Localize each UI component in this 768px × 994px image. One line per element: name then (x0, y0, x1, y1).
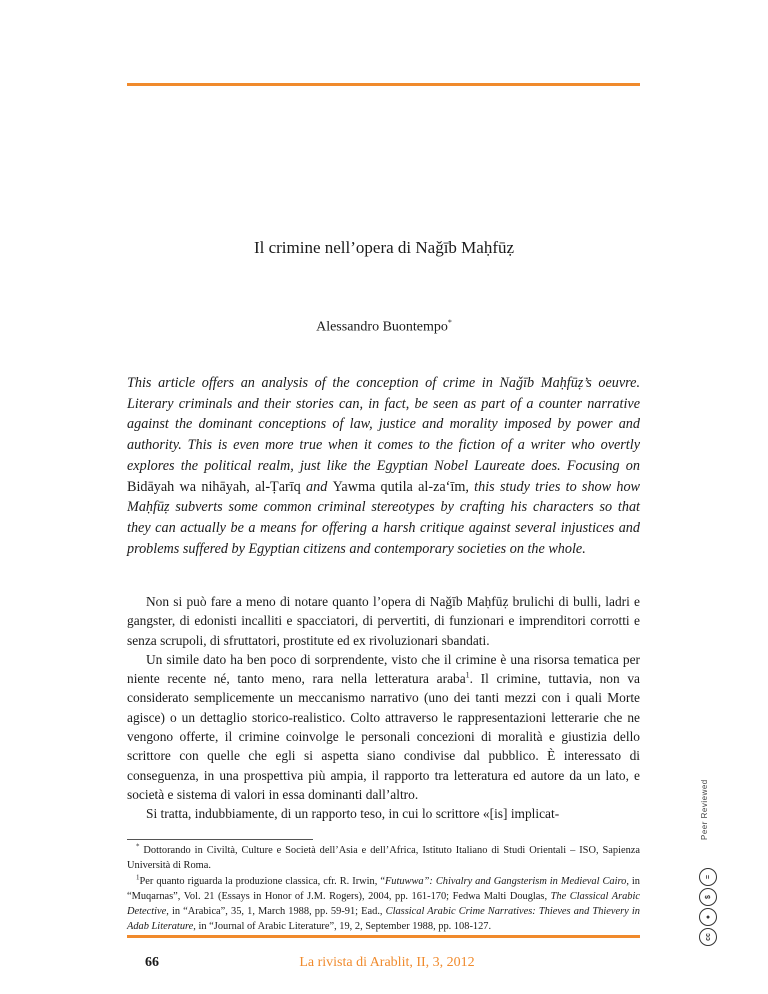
nd-icon: = (699, 868, 717, 886)
abstract-part-2: , this study tries to show how Maḥfūẓ subverts some common criminal stereotypes by crafting his characters so that they can actually be a means for offering a harsh critique against several injustices and problems suffered by Egyptian citizens and contemporary societies on the whole. (127, 478, 641, 557)
cc-icon: cc (699, 928, 717, 946)
footnote-1-title-3: Classical Arabic Crime Narratives: Thieves and Thievery in Adab Literature (127, 906, 640, 933)
by-icon: ● (699, 908, 717, 926)
footnote-ref-1[interactable]: 1 (465, 670, 470, 680)
abstract-work-2: al-Ṭarīq (255, 478, 301, 495)
header-rule (127, 83, 640, 86)
footnote-1-text-d: , in “Journal of Arabic Literature”, 19, 2, September 1988, pp. 108-127. (193, 921, 492, 933)
body-text (127, 592, 640, 824)
footer-rule (127, 935, 640, 938)
author-name: Alessandro Buontempo (316, 319, 448, 335)
article-title: Il crimine nell’opera di Naǧīb Maḥfūẓ (253, 238, 515, 257)
abstract-separator: , (246, 478, 250, 495)
author-footnote-mark: * (447, 318, 452, 327)
footnote-1-title-2: The Classical Arabic Detective (127, 890, 640, 918)
author-line (0, 318, 768, 336)
footnote-1 (127, 874, 640, 935)
footnotes (127, 843, 640, 935)
abstract (127, 373, 640, 559)
abstract-work-1: Bidāyah wa nihāyah (127, 478, 247, 495)
footnote-author (127, 843, 640, 874)
body-paragraph-1: Non si può fare a meno di notare quanto l’opera di Naǧīb Maḥfūẓ brulichi di bulli, ladri e gangster, di edonisti incalliti e spacciatori, di pervertiti, di funzionari e imprenditori corrotti e senza scrupoli, di sfruttatori, prostitute ed ex rivoluzionari sbandati. (127, 594, 640, 648)
abstract-work-3: Yawma qutila al-za‘īm (332, 478, 466, 495)
footnote-separator (127, 839, 313, 840)
abstract-part-1: This article offers an analysis of the conception of crime in Naǧīb Maḥfūẓ’s oeuvre. Literary criminals and their stories can, in fact, be seen as part of a counter narrative against the dominant conceptions of law, justice and morality imposed by power and authority. This is even more true when it comes to the fiction of a writer who overtly explores the political realm, just like the Egyptian Nobel Laureate does. Focusing on (127, 375, 640, 474)
footnote-author-text: Dottorando in Civiltà, Culture e Società dell’Asia e dell’Africa, Istituto Italiano di Studi Orientali – ISO, Sapienza Università di Roma. (127, 845, 640, 872)
footnote-1-text-a: Per quanto riguarda la produzione classica, cfr. R. Irwin, “ (139, 875, 385, 887)
footnote-1-mark: 1 (136, 873, 140, 882)
journal-name: La rivista di Arablit, II, 3, 2012 (299, 955, 475, 970)
peer-reviewed-label: Peer Reviewed (700, 779, 709, 841)
footnote-1-text-b: , in “Muqarnas”, Vol. 21 (Essays in Honor of J.M. Rogers), 2004, pp. 161-170; Fedwa Malti Douglas, (127, 875, 640, 902)
footnote-1-text-c: , in “Arabica”, 35, 1, March 1988, pp. 59-91; Ead., (166, 906, 386, 918)
footnote-author-mark: * (136, 842, 140, 851)
abstract-and: and (306, 478, 328, 495)
nc-icon: $ (699, 888, 717, 906)
body-paragraph-2-b: . Il crimine, tuttavia, non va considerato semplicemente un meccanismo narrativo (uno dei tanti mezzi con i quali Morte agisce) o un dettaglio storico-realistico. Colto attraverso le rappresentazioni letterarie che ne vengono offerte, il crimine coinvolge le personali concezioni di moralità e giustizia dello scrittore con quelle che egli si aspetta siano condivise dal pubblico. È interessato di conseguenza, in una prospettiva più ampia, il rapporto tra letteratura ed autore da un lato, e società e sistema di valori in essa dominanti dall’altro. (127, 671, 640, 802)
body-paragraph-2-a: Un simile dato ha ben poco di sorprendente, visto che il crimine è una risorsa tematica per niente recente né, tanto meno, rara nella letteratura araba (127, 651, 640, 687)
page-number: 66 (145, 955, 159, 970)
footnote-1-title-1: Futuwwa”: Chivalry and Gangsterism in Medieval Cairo (384, 875, 627, 887)
body-paragraph-2 (127, 650, 640, 804)
body-paragraph-3: Si tratta, indubbiamente, di un rapporto teso, in cui lo scrittore «[is] implicat- (146, 806, 560, 822)
